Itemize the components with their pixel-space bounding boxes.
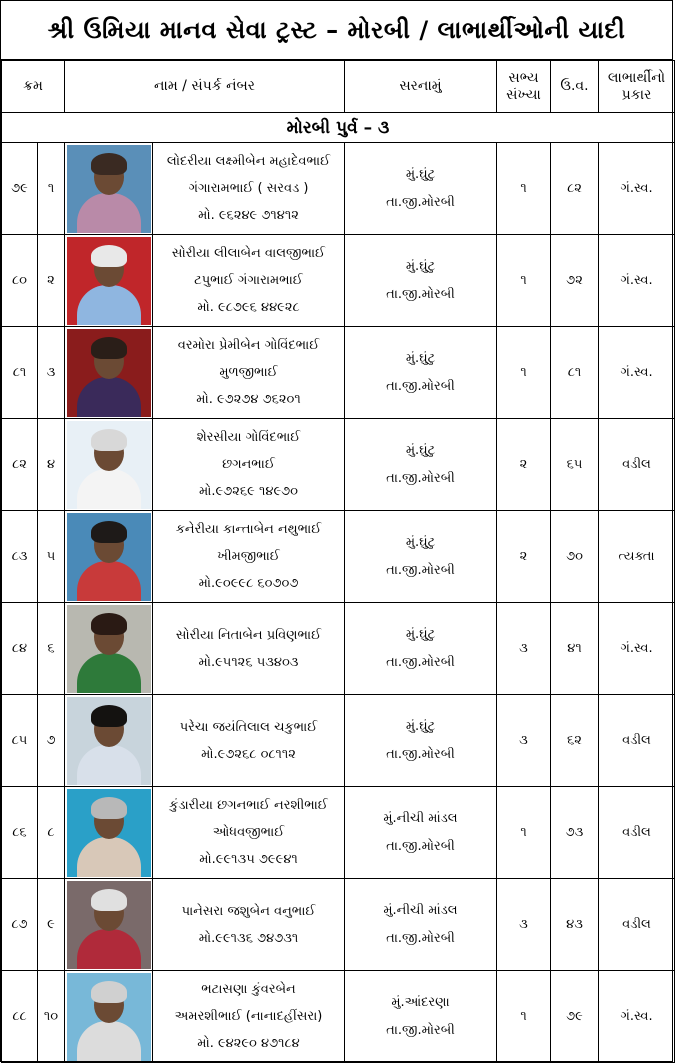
serial-cell: ૮૪	[2, 603, 38, 695]
beneficiary-photo	[67, 605, 151, 693]
photo-cell	[65, 235, 153, 327]
type-cell: ગં.સ્વ.	[599, 235, 675, 327]
photo-hair	[91, 797, 127, 819]
name-cell	[153, 327, 345, 419]
age-cell: ૮૨	[551, 143, 599, 235]
name-cell	[153, 879, 345, 971]
beneficiary-photo	[67, 881, 151, 969]
beneficiary-name-line: ગંગારામભાઈ ( સરવડ )	[188, 181, 309, 196]
address-line: તા.જી.મોરબી	[386, 930, 455, 946]
serial-cell: ૭૯	[2, 143, 38, 235]
name-cell	[153, 235, 345, 327]
sub-serial-cell: ૫	[38, 511, 65, 603]
photo-hair	[91, 337, 127, 359]
beneficiary-photo	[67, 789, 151, 877]
members-cell: ૨	[497, 419, 551, 511]
beneficiary-name-line: કનેરીયા કાન્તાબેન નથુભાઈ	[175, 522, 322, 537]
beneficiary-name-line: ખીમજીભાઈ	[217, 549, 280, 564]
name-cell	[153, 787, 345, 879]
beneficiary-name-line: શેરસીયા ગોવિંદભાઈ	[196, 430, 301, 445]
beneficiary-name-line: ટપુભાઈ ગંગારામભાઈ	[194, 273, 303, 288]
photo-hair	[91, 889, 127, 911]
address-cell	[345, 787, 497, 879]
members-cell: ૨	[497, 511, 551, 603]
members-cell: ૩	[497, 603, 551, 695]
section-row	[2, 113, 675, 143]
address-line: મું.ઘુંટુ	[405, 718, 436, 734]
beneficiary-name-line: સોરીયા લીલાબેન વાલજીભાઈ	[171, 246, 326, 261]
age-cell: ૪૧	[551, 603, 599, 695]
serial-cell: ૮૧	[2, 327, 38, 419]
beneficiary-photo	[67, 421, 151, 509]
age-cell: ૭૨	[551, 235, 599, 327]
age-cell: ૭૩	[551, 787, 599, 879]
page-title: શ્રી ઉમિયા માનવ સેવા ટ્રસ્ટ – મોરબી / લાભાર્થીઓની યાદી	[1, 1, 672, 60]
photo-cell	[65, 327, 153, 419]
sub-serial-cell: ૧૦	[38, 971, 65, 1063]
address-line: મું.નીચી માંડલ	[383, 810, 458, 826]
name-cell	[153, 695, 345, 787]
phone-number: મો.૯૯૧૩૬ ૭૪૭૩૧	[198, 930, 299, 946]
photo-cell	[65, 695, 153, 787]
address-line: તા.જી.મોરબી	[386, 1022, 455, 1038]
name-cell	[153, 143, 345, 235]
beneficiary-name-line: મુળજીભાઈ	[219, 365, 278, 380]
table-row	[2, 143, 675, 235]
phone-number: મો.૯૭૨૬૮ ૦૮૧૧૨	[201, 746, 296, 762]
age-cell: ૬૨	[551, 695, 599, 787]
photo-hair	[91, 429, 127, 451]
serial-cell: ૮૭	[2, 879, 38, 971]
address-line: મું.ઘુંટુ	[405, 534, 436, 550]
address-line: તા.જી.મોરબી	[386, 562, 455, 578]
photo-cell	[65, 419, 153, 511]
serial-cell: ૮૬	[2, 787, 38, 879]
beneficiary-name-line: લોદરીયા લક્ષ્મીબેન મહાદેવભાઈ	[166, 154, 331, 169]
photo-hair	[91, 705, 127, 727]
section-title: મોરબી પુર્વ – ૩	[2, 113, 675, 143]
header-serial: ક્રમ	[2, 61, 65, 113]
beneficiary-photo	[67, 973, 151, 1061]
photo-hair	[91, 981, 127, 1003]
address-line: મું.ઘુંટુ	[405, 258, 436, 274]
serial-cell: ૮૦	[2, 235, 38, 327]
age-cell: ૪૩	[551, 879, 599, 971]
table-row	[2, 971, 675, 1063]
serial-cell: ૮૫	[2, 695, 38, 787]
beneficiary-photo	[67, 237, 151, 325]
members-cell: ૧	[497, 971, 551, 1063]
beneficiary-name-line: સોરીયા નિતાબેન પ્રવિણભાઈ	[175, 627, 322, 643]
age-cell: ૬૫	[551, 419, 599, 511]
table-row	[2, 695, 675, 787]
serial-cell: ૮૨	[2, 419, 38, 511]
table-row	[2, 327, 675, 419]
beneficiary-name-line: ભટાસણા કુંવરબેન	[201, 982, 296, 997]
address-line: તા.જી.મોરબી	[386, 654, 455, 670]
age-cell: ૭૯	[551, 971, 599, 1063]
type-cell: ત્યક્તા	[599, 511, 675, 603]
address-line: તા.જી.મોરબી	[386, 194, 455, 210]
beneficiary-name-line: પાનેસરા જશુબેન વનુભાઈ	[181, 903, 316, 919]
sub-serial-cell: ૭	[38, 695, 65, 787]
type-cell: ગં.સ્વ.	[599, 971, 675, 1063]
beneficiary-name-line: છગનભાઈ	[222, 457, 275, 472]
header-members: સભ્ય સંખ્યા	[497, 61, 551, 113]
phone-number: મો. ૯૭૨૭૪ ૭૬૨૦૧	[196, 392, 301, 407]
members-cell: ૧	[497, 787, 551, 879]
address-cell	[345, 511, 497, 603]
photo-hair	[91, 245, 127, 267]
photo-cell	[65, 879, 153, 971]
table-row	[2, 511, 675, 603]
beneficiary-name-line: કુંડારીયા છગનભાઈ નરશીભાઈ	[169, 798, 328, 813]
address-line: મું.નીચી માંડલ	[383, 902, 458, 918]
address-line: મું.આંદરણા	[391, 994, 450, 1010]
header-row	[2, 61, 675, 113]
address-line: તા.જી.મોરબી	[386, 746, 455, 762]
address-cell	[345, 327, 497, 419]
sub-serial-cell: ૩	[38, 327, 65, 419]
beneficiary-name-line: અમરશીભાઈ (નાનાદહીંસરા)	[174, 1009, 323, 1024]
address-line: તા.જી.મોરબી	[386, 286, 455, 302]
name-cell	[153, 511, 345, 603]
name-cell	[153, 971, 345, 1063]
address-line: તા.જી.મોરબી	[386, 378, 455, 394]
type-cell: ગં.સ્વ.	[599, 603, 675, 695]
address-cell	[345, 695, 497, 787]
table-row	[2, 235, 675, 327]
address-cell	[345, 879, 497, 971]
table-row	[2, 603, 675, 695]
sub-serial-cell: ૧	[38, 143, 65, 235]
address-line: મું.ઘુંટુ	[405, 626, 436, 642]
name-cell	[153, 603, 345, 695]
phone-number: મો.૯૯૧૩૫ ૭૯૯૪૧	[199, 852, 298, 867]
type-cell: વડીલ	[599, 695, 675, 787]
address-cell	[345, 419, 497, 511]
address-line: તા.જી.મોરબી	[386, 470, 455, 486]
photo-hair	[91, 613, 127, 635]
address-line: મું.ઘુંટુ	[405, 442, 436, 458]
members-cell: ૩	[497, 695, 551, 787]
phone-number: મો. ૯૪૨૯૦ ૪૭૧૮૪	[197, 1036, 300, 1051]
address-line: મું.ઘુંટુ	[405, 166, 436, 182]
beneficiary-name-line: વરમોરા પ્રેમીબેન ગોવિંદભાઈ	[177, 338, 320, 353]
header-address: સરનામું	[345, 61, 497, 113]
members-cell: ૧	[497, 235, 551, 327]
age-cell: ૭૦	[551, 511, 599, 603]
age-cell: ૮૧	[551, 327, 599, 419]
beneficiary-photo	[67, 513, 151, 601]
beneficiary-photo	[67, 329, 151, 417]
type-cell: ગં.સ્વ.	[599, 327, 675, 419]
members-cell: ૧	[497, 327, 551, 419]
table-row	[2, 879, 675, 971]
phone-number: મો.૯૫૧૨૬ ૫૩૪૦૩	[198, 654, 299, 670]
photo-cell	[65, 511, 153, 603]
beneficiary-name-line: પરેચા જયંતિલાલ ચકુભાઈ	[179, 719, 318, 735]
phone-number: મો. ૯૬૨૪૯ ૭૧૪૧૨	[198, 208, 299, 223]
phone-number: મો.૯૦૯૯૮ ૬૦૭૦૭	[198, 576, 299, 591]
members-cell: ૩	[497, 879, 551, 971]
photo-cell	[65, 143, 153, 235]
name-cell	[153, 419, 345, 511]
phone-number: મો. ૯૮૭૯૬ ૪૪૯૨૮	[197, 300, 300, 315]
beneficiary-name-line: ઓધવજીભાઈ	[212, 825, 285, 840]
header-name: નામ / સંપર્ક નંબર	[65, 61, 345, 113]
photo-cell	[65, 971, 153, 1063]
sub-serial-cell: ૪	[38, 419, 65, 511]
header-age: ઉ.વ.	[551, 61, 599, 113]
sub-serial-cell: ૯	[38, 879, 65, 971]
beneficiary-photo	[67, 697, 151, 785]
address-line: મું.ઘુંટુ	[405, 350, 436, 366]
photo-cell	[65, 603, 153, 695]
type-cell: વડીલ	[599, 787, 675, 879]
beneficiary-table	[1, 60, 675, 1063]
phone-number: મો.૯૭૨૬૯ ૧૪૯૭૦	[198, 484, 299, 499]
address-cell	[345, 971, 497, 1063]
photo-hair	[91, 521, 127, 543]
table-row	[2, 419, 675, 511]
header-type: લાભાર્થીનો પ્રકાર	[599, 61, 675, 113]
table-row	[2, 787, 675, 879]
sub-serial-cell: ૬	[38, 603, 65, 695]
type-cell: ગં.સ્વ.	[599, 143, 675, 235]
address-line: તા.જી.મોરબી	[386, 838, 455, 854]
address-cell	[345, 603, 497, 695]
members-cell: ૧	[497, 143, 551, 235]
beneficiary-photo	[67, 145, 151, 233]
serial-cell: ૮૩	[2, 511, 38, 603]
address-cell	[345, 235, 497, 327]
serial-cell: ૮૮	[2, 971, 38, 1063]
type-cell: વડીલ	[599, 419, 675, 511]
sub-serial-cell: ૮	[38, 787, 65, 879]
address-cell	[345, 143, 497, 235]
photo-hair	[91, 153, 127, 175]
sub-serial-cell: ૨	[38, 235, 65, 327]
photo-cell	[65, 787, 153, 879]
type-cell: વડીલ	[599, 879, 675, 971]
